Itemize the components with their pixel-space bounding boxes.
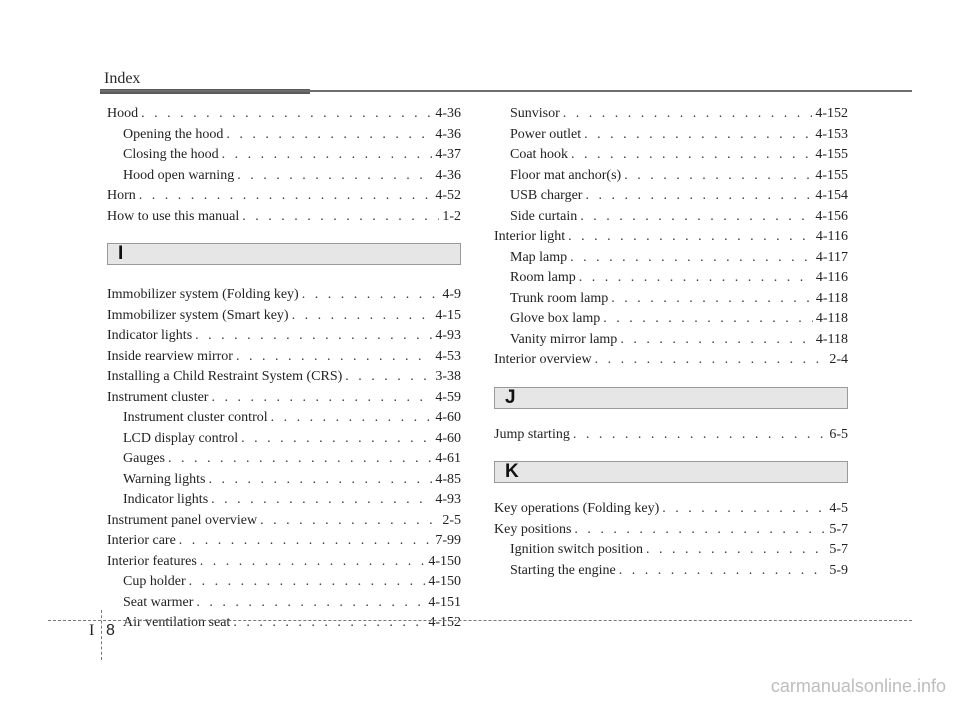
entry-page-ref: 4-150	[428, 574, 461, 589]
entry-page-ref: 4-155	[815, 147, 848, 162]
entry-name: Inside rearview mirror	[107, 348, 233, 364]
dot-leader	[584, 125, 812, 146]
entry-name: Instrument panel overview	[107, 512, 258, 528]
dot-leader	[242, 207, 439, 228]
entry-name: Instrument cluster control	[123, 410, 268, 425]
entry-page-ref: 4-9	[442, 287, 461, 302]
entry-name: Sunvisor	[510, 106, 560, 121]
entry-page-ref: 4-116	[815, 229, 848, 244]
dot-leader	[580, 207, 812, 228]
dot-leader	[563, 104, 813, 125]
dot-leader	[302, 285, 440, 306]
index-subentry	[107, 490, 461, 511]
entry-page-ref: 5-7	[829, 542, 848, 557]
entry-page-ref: 4-61	[435, 451, 461, 466]
section-letter-k: K	[494, 461, 848, 483]
index-entry	[494, 499, 848, 520]
index-entry	[107, 104, 461, 125]
dot-leader	[345, 367, 432, 388]
dot-leader	[226, 125, 432, 146]
dot-leader	[179, 531, 433, 552]
index-subentry	[107, 470, 461, 491]
entry-group	[494, 104, 848, 371]
entry-page-ref: 4-93	[435, 328, 461, 343]
index-subentry	[494, 330, 848, 351]
dot-leader	[211, 490, 432, 511]
entry-page-ref: 2-4	[829, 352, 848, 367]
index-subentry	[107, 408, 461, 429]
dot-leader	[139, 186, 433, 207]
entry-name: Map lamp	[510, 249, 568, 265]
entry-page-ref: 4-118	[815, 290, 848, 306]
dot-leader	[619, 561, 827, 582]
dot-leader	[611, 289, 813, 310]
entry-page-ref: 5-9	[829, 562, 848, 578]
entry-name: Interior features	[107, 553, 197, 569]
entry-name: Indicator lights	[123, 492, 209, 507]
dot-leader	[237, 166, 432, 187]
index-subentry	[494, 166, 848, 187]
dot-leader	[662, 499, 826, 520]
entry-name: Indicator lights	[107, 328, 193, 343]
entry-page-ref: 4-118	[815, 331, 848, 347]
dot-leader	[292, 306, 433, 327]
entry-page-ref: 4-153	[815, 126, 848, 142]
index-subentry	[494, 540, 848, 561]
index-subentry	[107, 613, 461, 634]
entry-name: Vanity mirror lamp	[510, 331, 618, 347]
entry-page-ref: 4-156	[815, 208, 848, 224]
entry-page-ref: 4-37	[435, 147, 461, 162]
footer-dashed-rule	[48, 620, 912, 621]
entry-name: Installing a Child Restraint System (CRS)	[107, 369, 343, 384]
index-subentry	[494, 207, 848, 228]
dot-leader	[603, 309, 813, 330]
index-subentry	[494, 561, 848, 582]
entry-page-ref: 4-60	[435, 430, 461, 446]
index-entry	[107, 511, 461, 532]
dot-leader	[260, 511, 439, 532]
entry-page-ref: 4-117	[815, 249, 848, 265]
entry-name: Horn	[107, 188, 136, 203]
entry-name: Floor mat anchor(s)	[510, 167, 622, 183]
entry-name: Interior light	[494, 229, 566, 244]
dot-leader	[585, 186, 812, 207]
dot-leader	[208, 470, 432, 491]
entry-group	[494, 499, 848, 581]
index-entry	[107, 326, 461, 347]
dot-leader	[241, 429, 432, 450]
page-header-title: Index	[104, 70, 141, 87]
index-subentry	[494, 125, 848, 146]
entry-page-ref: 4-36	[435, 167, 461, 183]
section-letter-j: J	[494, 387, 848, 409]
entry-name: Hood	[107, 106, 139, 121]
index-subentry	[494, 145, 848, 166]
index-entry	[494, 227, 848, 248]
dot-leader	[236, 347, 432, 368]
dot-leader	[233, 613, 425, 634]
dot-leader	[271, 408, 433, 429]
entry-page-ref: 4-52	[435, 188, 461, 203]
dot-leader	[568, 227, 813, 248]
entry-name: Instrument cluster	[107, 389, 209, 405]
entry-page-ref: 4-152	[815, 106, 848, 121]
entry-page-ref: 4-85	[435, 471, 461, 487]
entry-name: Room lamp	[510, 270, 576, 285]
index-subentry	[494, 309, 848, 330]
entry-name: Key operations (Folding key)	[494, 501, 660, 516]
entry-page-ref: 5-7	[829, 521, 848, 537]
index-subentry	[107, 593, 461, 614]
dot-leader	[570, 248, 813, 269]
dot-leader	[574, 520, 826, 541]
entry-page-ref: 4-36	[435, 126, 461, 142]
dot-leader	[200, 552, 426, 573]
entry-name: Immobilizer system (Smart key)	[107, 307, 289, 323]
dot-leader	[620, 330, 813, 351]
dot-leader	[571, 145, 812, 166]
dot-leader	[189, 572, 426, 593]
entry-page-ref: 4-155	[815, 167, 848, 183]
footer-dashed-divider	[101, 610, 102, 660]
entry-name: Opening the hood	[123, 126, 224, 142]
entry-name: Immobilizer system (Folding key)	[107, 287, 299, 302]
entry-name: Trunk room lamp	[510, 290, 609, 306]
section-letter-i: I	[107, 243, 461, 265]
index-subentry	[107, 572, 461, 593]
entry-name: Warning lights	[123, 471, 206, 487]
entry-name: Seat warmer	[123, 594, 194, 610]
entry-name: Interior overview	[494, 352, 592, 367]
entry-name: Ignition switch position	[510, 542, 643, 557]
index-column-right	[494, 104, 848, 581]
entry-name: Air ventilation seat	[123, 615, 231, 630]
index-subentry	[107, 449, 461, 470]
dot-leader	[579, 268, 813, 289]
entry-name: Jump starting	[494, 426, 570, 442]
entry-name: Coat hook	[510, 147, 568, 162]
dot-leader	[646, 540, 826, 561]
index-column-left	[107, 104, 461, 634]
index-entry	[494, 425, 848, 446]
index-entry	[107, 347, 461, 368]
index-subentry	[107, 125, 461, 146]
entry-page-ref: 4-151	[428, 594, 461, 610]
dot-leader	[222, 145, 433, 166]
entry-page-ref: 4-116	[815, 270, 848, 285]
entry-group	[494, 425, 848, 446]
entry-page-ref: 7-99	[435, 533, 461, 548]
index-entry	[107, 207, 461, 228]
index-subentry	[107, 145, 461, 166]
entry-page-ref: 4-5	[829, 501, 848, 516]
index-subentry	[107, 429, 461, 450]
index-subentry	[107, 166, 461, 187]
index-entry	[107, 186, 461, 207]
footer-section-letter: I	[89, 622, 95, 639]
index-subentry	[494, 289, 848, 310]
entry-name: Interior care	[107, 533, 176, 548]
entry-name: Gauges	[123, 451, 165, 466]
entry-page-ref: 4-36	[435, 106, 461, 121]
entry-name: Cup holder	[123, 574, 186, 589]
index-subentry	[494, 104, 848, 125]
entry-page-ref: 4-154	[815, 188, 848, 203]
entry-page-ref: 2-5	[442, 512, 461, 528]
index-subentry	[494, 268, 848, 289]
entry-page-ref: 4-59	[435, 389, 461, 405]
dot-leader	[595, 350, 827, 371]
entry-page-ref: 1-2	[442, 208, 461, 224]
entry-group	[107, 285, 461, 634]
entry-page-ref: 4-15	[435, 307, 461, 323]
entry-name: Starting the engine	[510, 562, 616, 578]
entry-page-ref: 6-5	[829, 426, 848, 442]
index-entry	[107, 367, 461, 388]
dot-leader	[573, 425, 826, 446]
index-entry	[107, 388, 461, 409]
entry-page-ref: 4-53	[435, 348, 461, 364]
dot-leader	[168, 449, 432, 470]
index-entry	[107, 306, 461, 327]
footer-page-number: 8	[106, 622, 115, 639]
entry-name: Closing the hood	[123, 147, 219, 162]
entry-page-ref: 4-60	[435, 410, 461, 425]
index-entry	[107, 531, 461, 552]
index-entry	[107, 552, 461, 573]
entry-page-ref: 4-150	[428, 553, 461, 569]
entry-page-ref: 4-152	[428, 615, 461, 630]
entry-name: How to use this manual	[107, 208, 240, 224]
entry-name: Hood open warning	[123, 167, 235, 183]
dot-leader	[195, 326, 432, 347]
entry-name: Key positions	[494, 521, 572, 537]
dot-leader	[211, 388, 432, 409]
header-rule	[100, 90, 912, 92]
entry-name: LCD display control	[123, 430, 239, 446]
entry-name: Power outlet	[510, 126, 582, 142]
index-subentry	[494, 186, 848, 207]
dot-leader	[141, 104, 432, 125]
dot-leader	[624, 166, 812, 187]
entry-page-ref: 3-38	[435, 369, 461, 384]
dot-leader	[196, 593, 425, 614]
index-subentry	[494, 248, 848, 269]
entry-page-ref: 4-93	[435, 492, 461, 507]
index-entry	[107, 285, 461, 306]
entry-page-ref: 4-118	[815, 311, 848, 326]
index-entry	[494, 520, 848, 541]
entry-group	[107, 104, 461, 227]
watermark-text: carmanualsonline.info	[770, 676, 946, 696]
entry-name: USB charger	[510, 188, 583, 203]
index-entry	[494, 350, 848, 371]
entry-name: Glove box lamp	[510, 311, 601, 326]
entry-name: Side curtain	[510, 208, 578, 224]
